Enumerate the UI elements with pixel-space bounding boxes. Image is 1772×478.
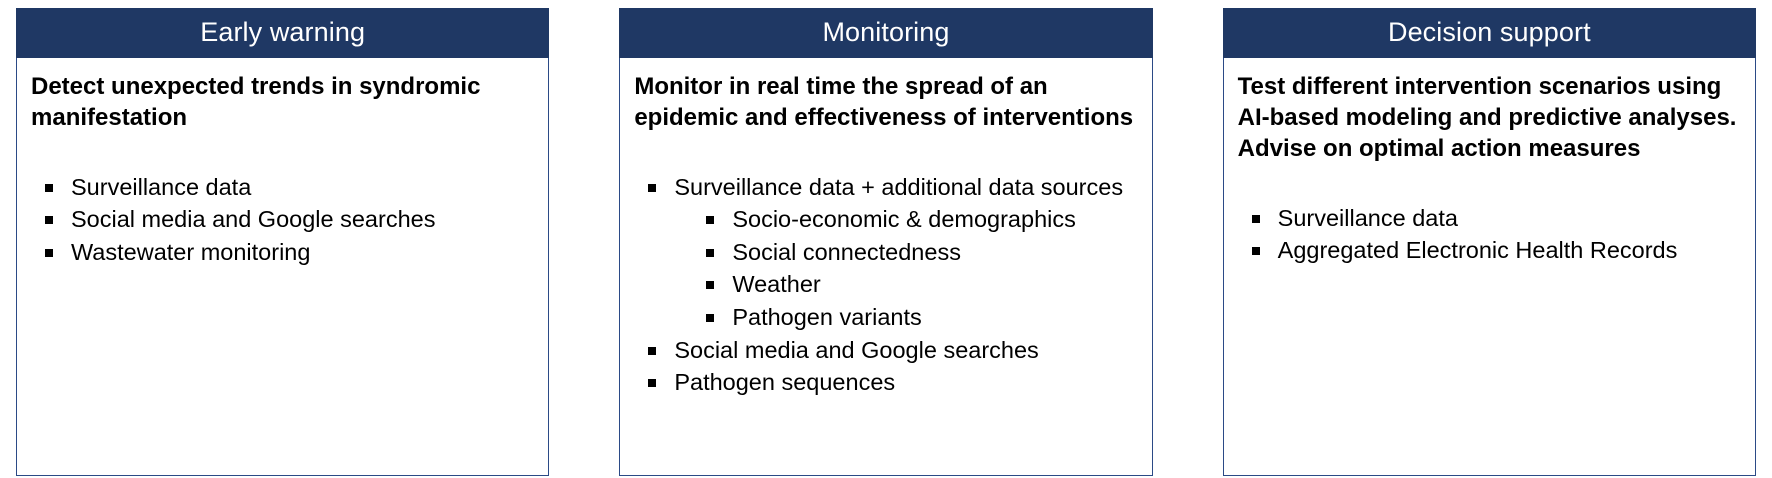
- panel-header-early-warning: Early warning: [16, 8, 549, 58]
- panel-decision-support: [1223, 8, 1756, 476]
- list-item: Aggregated Electronic Health Records: [1238, 235, 1741, 266]
- list-item: Socio-economic & demographics: [688, 204, 1137, 235]
- list-item: Wastewater monitoring: [31, 237, 534, 268]
- panel-spacer: [31, 142, 534, 172]
- list-item: Surveillance data + additional data sources: [634, 172, 1137, 203]
- list-item: Weather: [688, 269, 1137, 300]
- panel-body-early-warning: [16, 58, 549, 476]
- list-item: Surveillance data: [1238, 203, 1741, 234]
- list-item: Social media and Google searches: [634, 335, 1137, 366]
- list-item: Social media and Google searches: [31, 204, 534, 235]
- panel-early-warning: [16, 8, 549, 476]
- bullet-list-monitoring-continued: [634, 335, 1137, 398]
- panel-header-decision-support: Decision support: [1223, 8, 1756, 58]
- panel-header-monitoring: Monitoring: [619, 8, 1152, 58]
- panel-title-monitoring: Monitor in real time the spread of an epidemic and effectiveness of interventions: [634, 73, 1134, 132]
- sub-bullet-list-monitoring: [688, 204, 1137, 332]
- panel-body-decision-support: [1223, 58, 1756, 476]
- panel-spacer: [634, 142, 1137, 172]
- panel-body-monitoring: [619, 58, 1152, 476]
- sub-bullet-group-monitoring: [688, 204, 1137, 332]
- bullet-list-monitoring: [634, 172, 1137, 203]
- bullet-list-early-warning: [31, 172, 534, 268]
- list-item: Surveillance data: [31, 172, 534, 203]
- list-item: Pathogen sequences: [634, 367, 1137, 398]
- panel-spacer: [1238, 173, 1741, 203]
- bullet-list-decision-support: [1238, 203, 1741, 266]
- panel-title-early-warning: Detect unexpected trends in syndromic manifestation: [31, 73, 481, 132]
- list-item: Pathogen variants: [688, 302, 1137, 333]
- panel-title-decision-support: Test different intervention scenarios using AI-based modeling and predictive analyses. Advise on optimal action measures: [1237, 73, 1737, 162]
- panel-monitoring: [619, 8, 1152, 476]
- list-item: Social connectedness: [688, 237, 1137, 268]
